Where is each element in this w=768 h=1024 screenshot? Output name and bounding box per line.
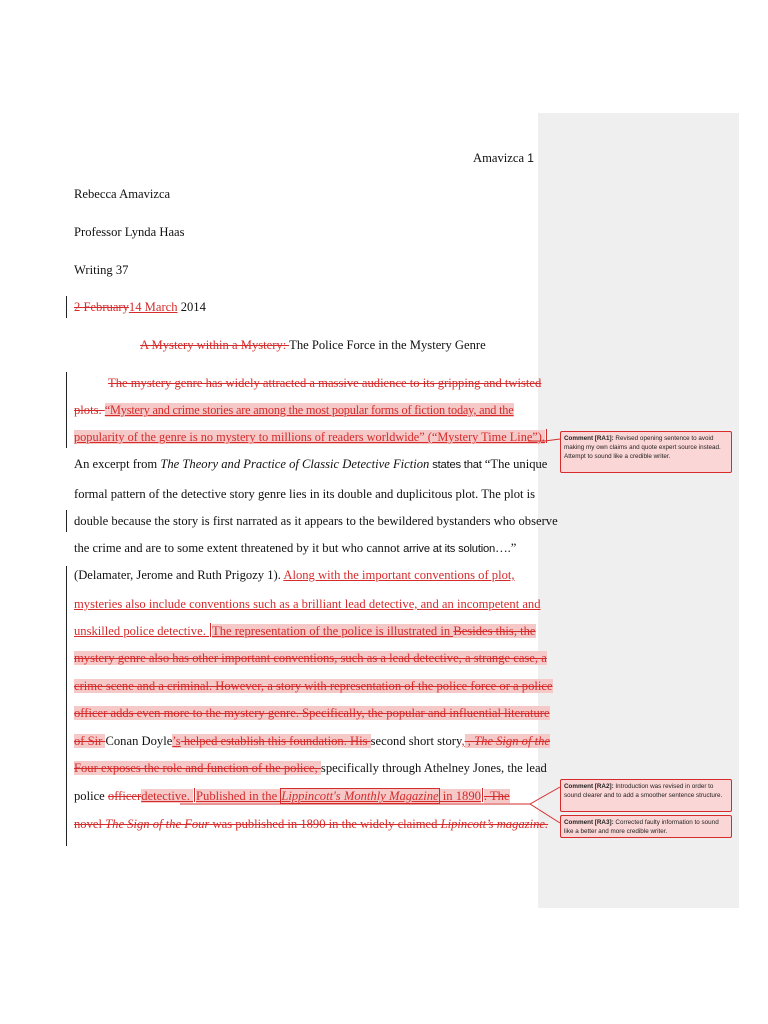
comment-text: Revised opening sentence to avoid making my own claims and quote expert source instead. Attempt to sound like a credible writer. <box>564 435 721 460</box>
magazine-title[interactable]: Lippincott's Monthly Magazine <box>281 789 439 803</box>
professor-name: Professor Lynda Haas <box>74 225 185 239</box>
inserted-quote: popularity of the genre is no mystery to millions of readers worldwide” (“Mystery Time Line”). <box>74 430 545 444</box>
comment-ra1[interactable] <box>560 431 732 473</box>
body-text: arrive at its solution <box>403 543 496 555</box>
deleted-text: of Sir <box>74 734 106 748</box>
comment-ra2[interactable] <box>560 779 732 812</box>
deleted-text: Four exposes the role and function of the police, <box>74 761 321 775</box>
body-text: police <box>74 789 108 803</box>
comment-id: Comment [RA1]: <box>564 435 614 442</box>
citation: (Delamater, Jerome and Ruth Prigozy 1). <box>74 568 284 582</box>
deleted-text: officer <box>107 789 142 803</box>
body-text: Conan Doyle <box>105 734 173 748</box>
body-text: ….” <box>495 541 517 555</box>
date-year: 2014 <box>177 300 206 314</box>
body-text: An excerpt from <box>74 457 161 471</box>
course-name: Writing 37 <box>74 263 129 277</box>
deleted-text: Lipincott’s magazine. <box>440 817 549 831</box>
deleted-text: The mystery genre has widely attracted a massive audience to its gripping and twisted <box>108 376 542 390</box>
deleted-text: . The <box>483 789 510 803</box>
deleted-date: 2 February <box>74 300 129 314</box>
inserted-text: unskilled police detective. <box>74 624 209 638</box>
body-text: specifically through Athelney Jones, the lead <box>320 761 547 775</box>
body-text: second short story <box>370 734 462 748</box>
inserted-text: The representation of the police is illustrated in <box>212 624 454 638</box>
comment-ra3[interactable] <box>560 815 732 838</box>
deleted-text: crime scene and a criminal. However, a story with representation of the police force or a police <box>74 679 553 693</box>
book-title: The Theory and Practice of Classic Detective Fiction <box>160 457 430 471</box>
deleted-text: , The Sign of the <box>464 734 550 748</box>
page-number: 1 <box>527 151 534 165</box>
deleted-text: novel <box>74 817 106 831</box>
deleted-text: helped establish this foundation. His <box>180 734 371 748</box>
inserted-text: Along with the important conventions of plot, <box>283 568 515 582</box>
deleted-text: mystery genre also has other important conventions, such as a lead detective, a strange case, a <box>74 651 547 665</box>
comment-id: Comment [RA3]: <box>564 819 614 826</box>
header-name: Amavizca <box>473 151 525 165</box>
deleted-text: Besides this, the <box>453 624 536 638</box>
title-text: The Police Force in the Mystery Genre <box>289 338 486 352</box>
inserted-text: Published in the <box>196 789 281 803</box>
inserted-text: detective. <box>141 789 194 803</box>
inserted-quote: “Mystery and crime stories are among the most popular forms of fiction today, and the <box>104 403 514 417</box>
inserted-text: ’s <box>172 734 181 748</box>
inserted-text: mysteries also include conventions such as a brilliant lead detective, and an incompetent and <box>74 597 541 611</box>
comment-text: Corrected faulty information to sound like a better and more credible writer. <box>564 819 719 835</box>
inserted-text: , <box>461 734 465 748</box>
deleted-text: officer adds even more to the mystery genre. Specifically, the popular and influential literature <box>74 706 550 720</box>
title-deleted: A Mystery within a Mystery: <box>140 338 290 352</box>
inserted-date: 14 March <box>128 300 178 314</box>
deleted-text: The Sign of the Four <box>105 817 210 831</box>
body-line-6: double because the story is first narrated as it appears to the bewildered bystanders who observe <box>74 514 558 528</box>
body-line-5: formal pattern of the detective story genre lies in its double and duplicitous plot. The plot is <box>74 487 536 501</box>
inserted-text: in 1890 <box>439 789 481 803</box>
body-text: states that <box>429 459 482 471</box>
body-text: “The unique <box>481 457 548 471</box>
author-name: Rebecca Amavizca <box>74 187 171 201</box>
comment-id: Comment [RA2]: <box>564 783 614 790</box>
deleted-text: plots. <box>74 403 105 417</box>
body-text: the crime and are to some extent threatened by it but who cannot <box>74 541 404 555</box>
deleted-text: was published in 1890 in the widely claimed <box>209 817 441 831</box>
comment-text: Introduction was revised in order to sound clearer and to add a smoother sentence structure. <box>564 783 723 799</box>
